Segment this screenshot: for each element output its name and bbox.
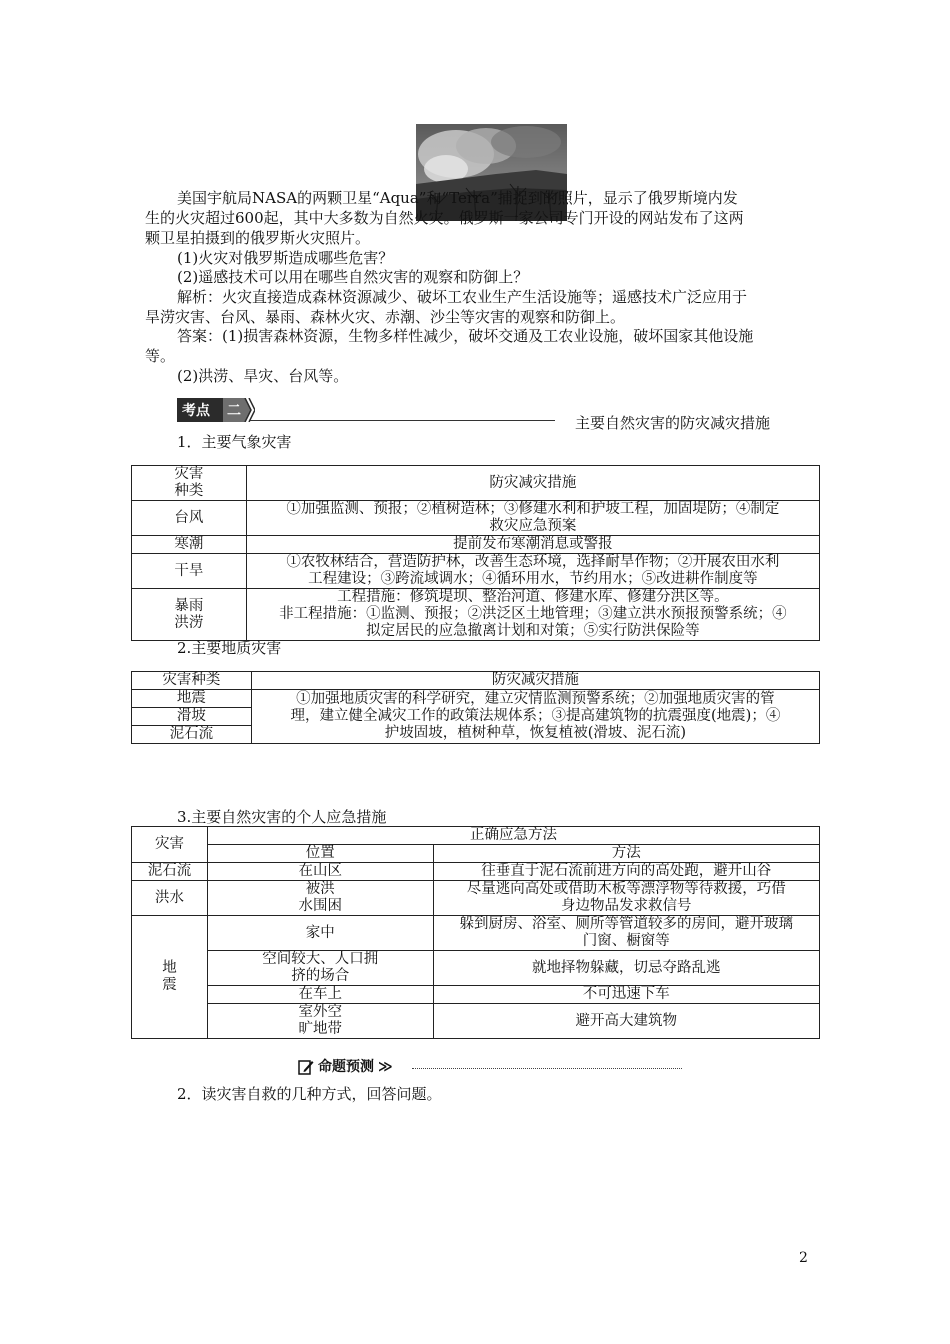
position-cell: 空间较大、人口拥 挤的场合 [207, 951, 433, 986]
table-row [132, 951, 820, 986]
disaster-name: 寒潮 [132, 536, 247, 554]
kaodian-badge [177, 398, 255, 422]
table-row [132, 827, 820, 845]
position-cell: 在山区 [207, 863, 433, 881]
table-row [132, 554, 820, 589]
header-cell: 防灾减灾措施 [251, 672, 819, 690]
header-cell: 方法 [433, 845, 819, 863]
method-cell: 就地择物躲藏，切忌夺路乱逃 [433, 951, 819, 986]
answer-line-1: 答案：(1)损害森林资源，生物多样性减少，破坏交通及工农业设施，破坏国家其他设施 [177, 327, 754, 345]
table-row [132, 1004, 820, 1039]
prediction-label: 命题预测 ≫ [318, 1059, 393, 1075]
disaster-name: 干旱 [132, 554, 247, 589]
position-cell: 室外空 旷地带 [207, 1004, 433, 1039]
question-1: (1)火灾对俄罗斯造成哪些危害？ [177, 249, 394, 267]
table-row [132, 881, 820, 916]
analysis-line-1: 解析：火灾直接造成森林资源减少、破坏工农业生产生活设施等；遥感技术广泛应用于 [177, 288, 748, 306]
table3-heading: 3.主要自然灾害的个人应急措施 [177, 808, 387, 826]
intro-line-3: 颗卫星拍摄到的俄罗斯火灾照片。 [145, 229, 371, 247]
table1-heading: 1．主要气象灾害 [177, 433, 292, 451]
method-cell: 尽量逃向高处或借助木板等漂浮物等待救援，巧借 身边物品发求救信号 [433, 881, 819, 916]
method-cell: 不可迅速下车 [433, 986, 819, 1004]
disaster-name: 地震 [132, 690, 252, 708]
disaster-name: 滑坡 [132, 708, 252, 726]
measure-cell: 工程措施：修筑堤坝、整治河道、修建水库、修建分洪区等。 非工程措施：①监测、预报；②洪泛区土地管理；③建立洪水预报预警系统；④ 拟定居民的应急撤离计划和对策；⑤实行防洪保险等 [246, 589, 819, 641]
prediction-question: 2．读灾害自救的几种方式，回答问题。 [177, 1085, 442, 1103]
section-divider [250, 420, 555, 421]
table2-heading: 2.主要地质灾害 [177, 639, 282, 657]
intro-line-1: 美国宇航局NASA的两颗卫星“Aqua”和“Terra”捕捉到的照片，显示了俄罗斯境内发 [177, 189, 738, 207]
answer-line-3: (2)洪涝、旱灾、台风等。 [177, 367, 349, 385]
page-number: 2 [799, 1250, 808, 1266]
header-cell: 灾害 [132, 827, 208, 863]
table-row [132, 986, 820, 1004]
table-row [132, 589, 820, 641]
disaster-name: 泥石流 [132, 863, 208, 881]
table-row [132, 845, 820, 863]
analysis-line-2: 旱涝灾害、台风、暴雨、森林火灾、赤潮、沙尘等灾害的观察和防御上。 [145, 308, 626, 326]
badge-label: 考点 [182, 403, 210, 419]
position-cell: 家中 [207, 916, 433, 951]
measure-cell: ①加强地质灾害的科学研究，建立灾情监测预警系统；②加强地质灾害的管 理，建立健全减灾工作的政策法规体系；③提高建筑物的抗震强度(地震)；④ 护坡固坡，植树种草，恢复植被(滑坡、泥石流) [251, 690, 819, 744]
header-cell: 位置 [207, 845, 433, 863]
method-cell: 躲到厨房、浴室、厕所等管道较多的房间，避开玻璃 门窗、橱窗等 [433, 916, 819, 951]
header-cell: 正确应急方法 [207, 827, 819, 845]
disaster-name: 地 震 [132, 916, 208, 1039]
pencil-note-icon [298, 1059, 314, 1075]
meteorological-disasters-table [131, 465, 820, 641]
table-row [132, 536, 820, 554]
emergency-measures-table [131, 826, 820, 1039]
header-cell: 防灾减灾措施 [246, 466, 819, 501]
disaster-name: 台风 [132, 501, 247, 536]
measure-cell: ①加强监测、预报；②植树造林；③修建水利和护坡工程，加固堤防；④制定 救灾应急预案 [246, 501, 819, 536]
measure-cell: ①农牧林结合，营造防护林，改善生态环境，选择耐旱作物；②开展农田水利 工程建设；③跨流域调水；④循环用水，节约用水；⑤改进耕作制度等 [246, 554, 819, 589]
table-row [132, 501, 820, 536]
question-2: (2)遥感技术可以用在哪些自然灾害的观察和防御上？ [177, 268, 529, 286]
answer-line-2: 等。 [145, 347, 176, 365]
table-row [132, 916, 820, 951]
measure-cell: 提前发布寒潮消息或警报 [246, 536, 819, 554]
table-row [132, 672, 820, 690]
disaster-name: 泥石流 [132, 726, 252, 744]
header-cell: 灾害 种类 [132, 466, 247, 501]
table-row [132, 863, 820, 881]
header-cell: 灾害种类 [132, 672, 252, 690]
double-arrow-icon: ≫ [378, 1059, 393, 1075]
method-cell: 避开高大建筑物 [433, 1004, 819, 1039]
method-cell: 往垂直于泥石流前进方向的高处跑，避开山谷 [433, 863, 819, 881]
position-cell: 在车上 [207, 986, 433, 1004]
position-cell: 被洪 水围困 [207, 881, 433, 916]
disaster-name: 洪水 [132, 881, 208, 916]
table-row [132, 466, 820, 501]
dotted-divider [412, 1068, 682, 1069]
intro-line-2: 生的火灾超过600起，其中大多数为自然火灾。俄罗斯一家公司专门开设的网站发布了这两 [145, 209, 744, 227]
table-row [132, 690, 820, 708]
badge-number: 二 [227, 403, 241, 419]
disaster-name: 暴雨 洪涝 [132, 589, 247, 641]
section-title: 主要自然灾害的防灾减灾措施 [575, 414, 771, 432]
geological-disasters-table [131, 671, 820, 744]
